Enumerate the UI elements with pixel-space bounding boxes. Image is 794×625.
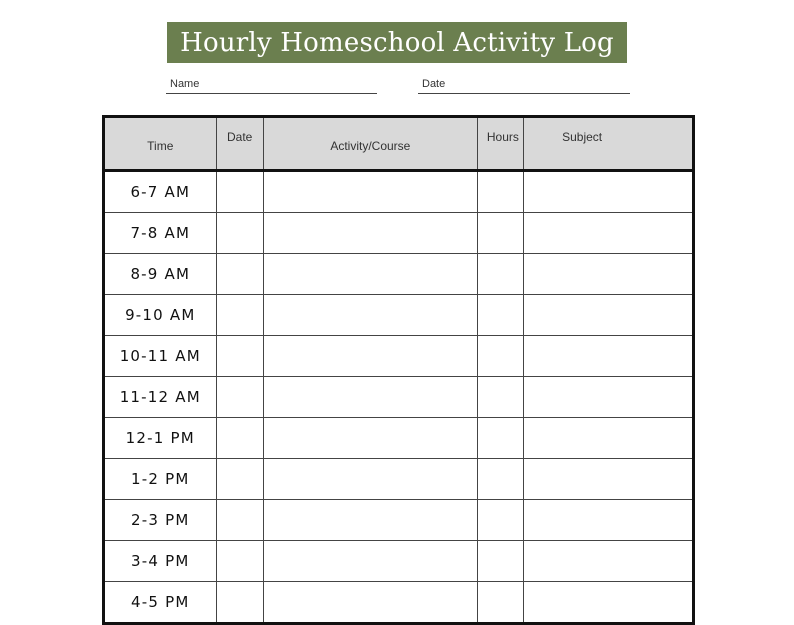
hours-cell[interactable] [477,171,523,213]
subject-cell[interactable] [524,582,694,624]
activity-cell[interactable] [263,459,477,500]
subject-cell[interactable] [524,336,694,377]
time-cell: 7-8 AM [104,213,217,254]
table-row [104,336,694,377]
header-activity: Activity/Course [263,117,477,171]
subject-cell[interactable] [524,418,694,459]
table-row [104,254,694,295]
time-cell: 10-11 AM [104,336,217,377]
activity-cell[interactable] [263,500,477,541]
time-cell: 2-3 PM [104,500,217,541]
activity-cell[interactable] [263,213,477,254]
name-label: Name [170,78,200,90]
time-cell: 3-4 PM [104,541,217,582]
time-cell: 1-2 PM [104,459,217,500]
hours-cell[interactable] [477,377,523,418]
table-row [104,213,694,254]
hours-cell[interactable] [477,541,523,582]
date-cell[interactable] [216,459,263,500]
date-cell[interactable] [216,582,263,624]
hours-cell[interactable] [477,295,523,336]
subject-cell[interactable] [524,295,694,336]
subject-cell[interactable] [524,171,694,213]
time-cell: 9-10 AM [104,295,217,336]
activity-cell[interactable] [263,254,477,295]
date-label: Date [422,78,446,90]
activity-log-table [102,115,695,625]
hours-cell[interactable] [477,254,523,295]
time-cell: 4-5 PM [104,582,217,624]
table-row [104,541,694,582]
subject-cell[interactable] [524,254,694,295]
title-banner [167,22,627,63]
table-row [104,500,694,541]
table-row [104,171,694,213]
activity-cell[interactable] [263,336,477,377]
table-row [104,377,694,418]
subject-cell[interactable] [524,500,694,541]
table-row [104,418,694,459]
subject-cell[interactable] [524,377,694,418]
activity-cell[interactable] [263,377,477,418]
header-time: Time [104,117,217,171]
table-row [104,459,694,500]
activity-cell[interactable] [263,541,477,582]
date-field[interactable] [418,76,630,94]
date-cell[interactable] [216,171,263,213]
hours-cell[interactable] [477,213,523,254]
date-cell[interactable] [216,254,263,295]
hours-cell[interactable] [477,418,523,459]
date-cell[interactable] [216,418,263,459]
date-cell[interactable] [216,336,263,377]
time-cell: 8-9 AM [104,254,217,295]
date-cell[interactable] [216,500,263,541]
header-hours: Hours [477,117,523,171]
header-subject: Subject [524,117,694,171]
activity-cell[interactable] [263,418,477,459]
time-cell: 12-1 PM [104,418,217,459]
subject-cell[interactable] [524,213,694,254]
time-cell: 11-12 AM [104,377,217,418]
subject-cell[interactable] [524,541,694,582]
table-row [104,295,694,336]
activity-cell[interactable] [263,295,477,336]
hours-cell[interactable] [477,459,523,500]
date-cell[interactable] [216,213,263,254]
date-cell[interactable] [216,377,263,418]
page-title: Hourly Homeschool Activity Log [180,27,614,58]
table-row [104,582,694,624]
date-cell[interactable] [216,541,263,582]
hours-cell[interactable] [477,500,523,541]
hours-cell[interactable] [477,336,523,377]
subject-cell[interactable] [524,459,694,500]
name-field[interactable] [166,76,377,94]
activity-cell[interactable] [263,582,477,624]
date-cell[interactable] [216,295,263,336]
header-row [104,117,694,171]
header-date: Date [216,117,263,171]
hours-cell[interactable] [477,582,523,624]
activity-cell[interactable] [263,171,477,213]
time-cell: 6-7 AM [104,171,217,213]
